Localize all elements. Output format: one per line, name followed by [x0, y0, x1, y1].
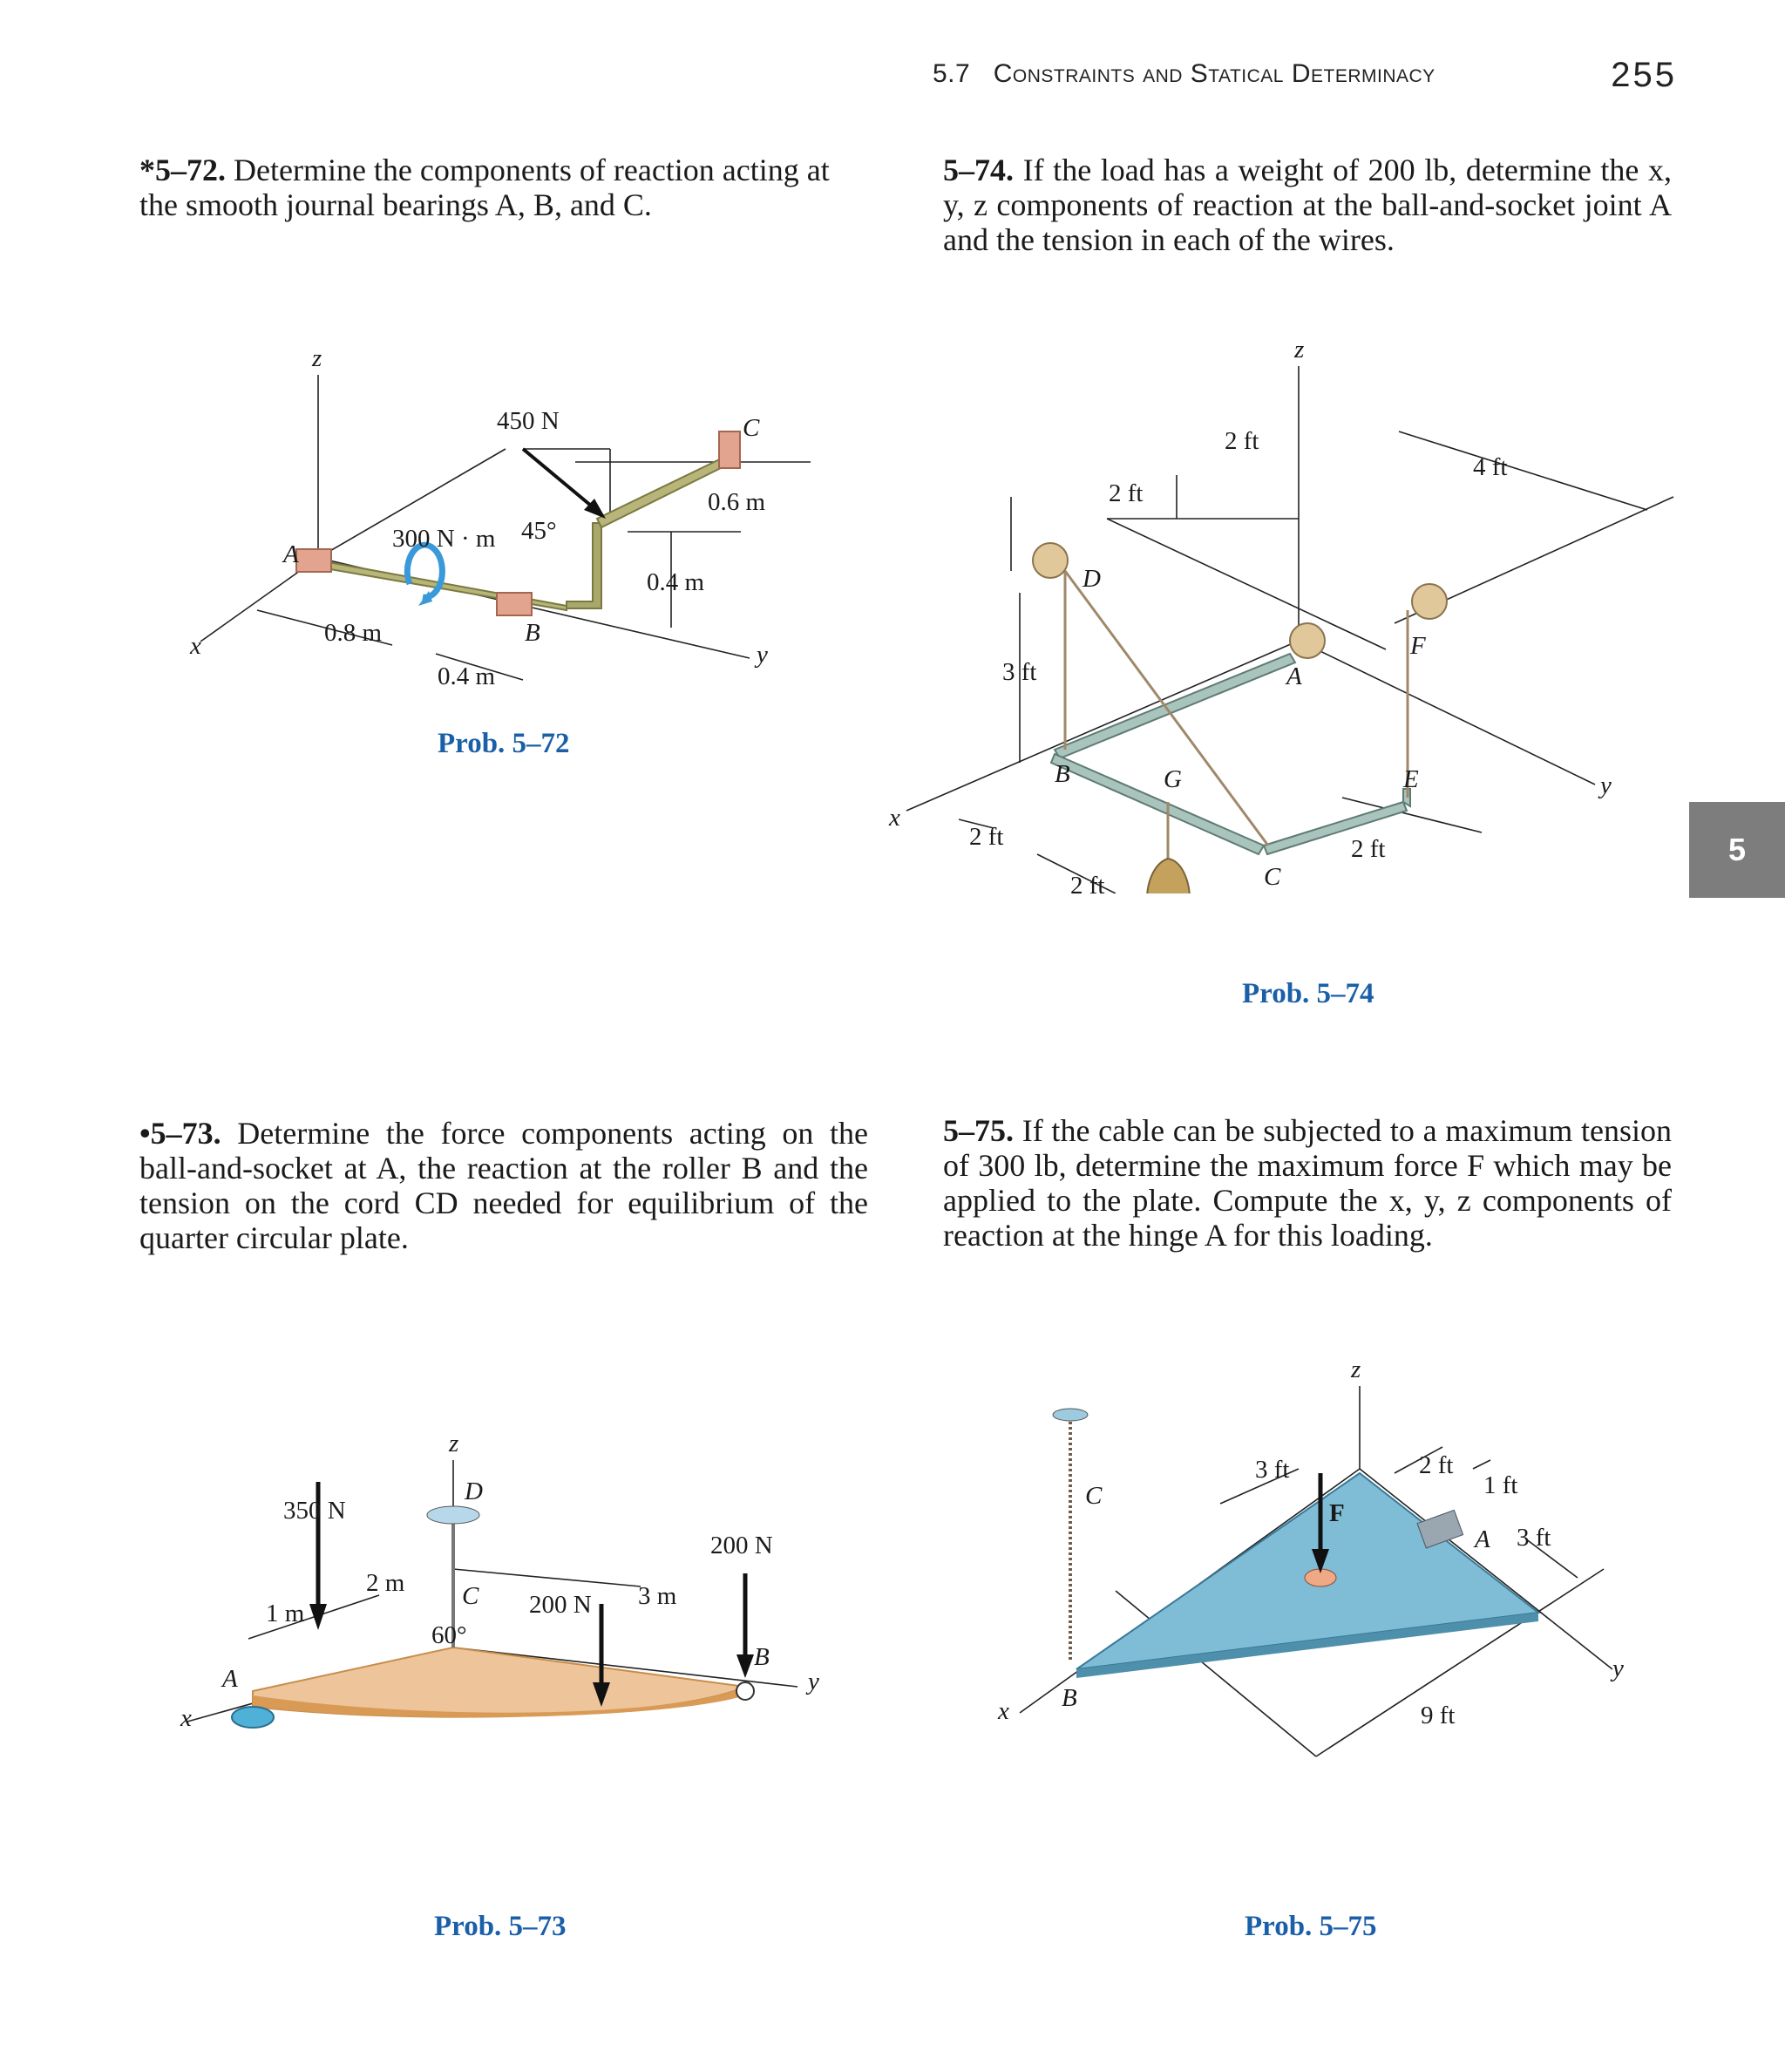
label-C: C: [1264, 863, 1281, 891]
label-D: D: [465, 1478, 483, 1505]
label-dim: 0.4 m: [438, 662, 496, 690]
problem-text: Determine the force components acting on the ball-and-socket at A, the reaction at the roller B and the tension on the cord CD needed for equilibrium of the quarter circular plate.: [139, 1116, 868, 1255]
label-F: F: [1410, 632, 1426, 660]
label-dim: 0.6 m: [708, 488, 766, 516]
label-angle: 45°: [521, 517, 557, 545]
label-B: B: [1062, 1684, 1077, 1712]
label-E: E: [1403, 765, 1419, 793]
chapter-tab: 5: [1689, 802, 1785, 898]
label-dim: 0.8 m: [324, 619, 383, 647]
label-G: G: [1164, 765, 1182, 793]
label-dim: 2 ft: [1109, 479, 1144, 507]
label-C: C: [1085, 1482, 1103, 1510]
label-dim: 2 m: [366, 1569, 405, 1597]
figure-caption: Prob. 5–72: [438, 728, 570, 759]
label-B: B: [754, 1643, 770, 1671]
label-z: z: [449, 1430, 459, 1457]
label-A: A: [1286, 662, 1302, 690]
label-force: 350 N: [283, 1497, 346, 1525]
figure-caption: Prob. 5–74: [1242, 978, 1374, 1009]
label-dim: 0.4 m: [647, 568, 705, 596]
label-dim: 9 ft: [1421, 1702, 1456, 1729]
label-dim: 3 ft: [1002, 658, 1037, 686]
label-y: y: [757, 641, 768, 669]
figure-5-72: [174, 340, 837, 706]
problem-number: 5–75.: [943, 1113, 1014, 1148]
label-moment: 300 N · m: [392, 525, 496, 553]
problem-number: •5–73.: [139, 1116, 221, 1151]
label-A: A: [283, 540, 299, 568]
label-D: D: [1083, 565, 1101, 593]
label-force: 450 N: [497, 407, 560, 435]
label-dim: 2 ft: [1419, 1451, 1454, 1479]
label-dim: 1 ft: [1483, 1471, 1518, 1499]
label-dim: 3 ft: [1517, 1524, 1551, 1552]
running-head: [933, 59, 1435, 89]
label-x: x: [180, 1704, 192, 1732]
label-dim: 2 ft: [969, 823, 1004, 851]
figure-caption: Prob. 5–73: [434, 1911, 567, 1942]
section-number: 5.7: [933, 59, 971, 88]
label-x: x: [190, 632, 201, 660]
figure-caption: Prob. 5–75: [1245, 1911, 1377, 1942]
problem-number: *5–72.: [139, 153, 226, 187]
problem-text: If the load has a weight of 200 lb, determine the x, y, z components of reaction at the ball-and-socket joint A and the tension in each of the wires.: [943, 153, 1672, 257]
label-F: F: [1329, 1499, 1345, 1527]
label-y: y: [808, 1668, 819, 1695]
label-x: x: [998, 1697, 1009, 1725]
page-number: 255: [1611, 56, 1677, 94]
problem-5-74: [943, 153, 1672, 257]
label-z: z: [1351, 1355, 1361, 1383]
label-x: x: [889, 804, 900, 832]
label-dim: 1 m: [266, 1600, 305, 1627]
label-A: A: [1475, 1525, 1490, 1553]
figure-5-75: [967, 1347, 1647, 1817]
label-force: 200 N: [710, 1532, 773, 1559]
label-y: y: [1600, 771, 1612, 799]
label-C: C: [743, 414, 760, 442]
label-dim: 2 ft: [1070, 872, 1105, 893]
problem-5-73: [139, 1116, 868, 1255]
figure-5-74: [880, 327, 1682, 893]
label-force: 200 N: [529, 1591, 592, 1619]
label-dim: 3 m: [638, 1582, 677, 1610]
problem-5-75: [943, 1113, 1672, 1253]
label-C: C: [462, 1582, 479, 1610]
label-z: z: [312, 344, 322, 372]
problem-number: 5–74.: [943, 153, 1014, 187]
label-y: y: [1612, 1654, 1624, 1682]
section-title: Constraints and Statical Determinacy: [993, 59, 1435, 88]
label-dim: 2 ft: [1351, 835, 1386, 863]
label-angle: 60°: [431, 1621, 467, 1649]
label-B: B: [1055, 760, 1070, 788]
label-z: z: [1294, 336, 1305, 363]
problem-5-72: [139, 153, 872, 222]
label-dim: 2 ft: [1225, 427, 1259, 455]
problem-text: If the cable can be subjected to a maximum tension of 300 lb, determine the maximum force F which may be applied to the plate. Compute the x, y, z components of reaction at the hinge A for this loading.: [943, 1113, 1672, 1253]
label-dim: 4 ft: [1473, 453, 1508, 481]
label-dim: 3 ft: [1255, 1456, 1290, 1484]
figure-5-73: [170, 1430, 867, 1743]
label-A: A: [222, 1665, 238, 1693]
label-B: B: [525, 619, 540, 647]
problem-text: Determine the components of reaction acting at the smooth journal bearings A, B, and C.: [139, 153, 830, 222]
